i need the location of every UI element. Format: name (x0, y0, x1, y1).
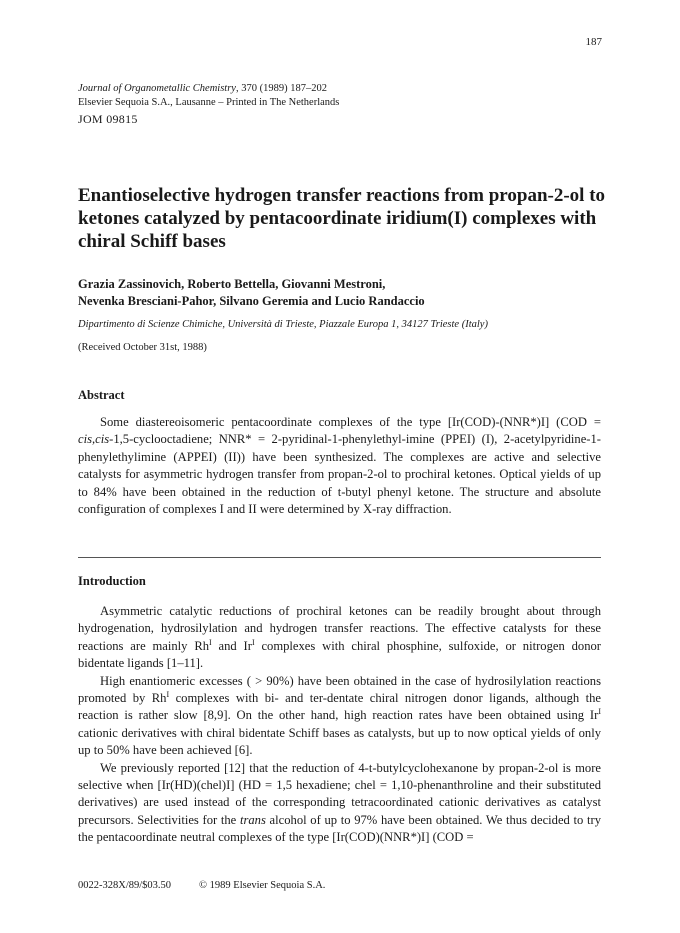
intro-paragraph-1: Asymmetric catalytic reductions of prochiral ketones can be readily brought about through hydrogenation, hydrosilylation and hydrogen transfer reactions. The effective catalysts for these reactions are mainly $Rh^I$ and $Ir^I$ complexes with chiral phosphine, sulfoxide, or nitrogen donor bidentate ligands [1–11]. (78, 604, 601, 671)
journal-volume: , 370 (1989) 187–202 (235, 83, 327, 94)
author-list (78, 276, 618, 310)
section-divider (78, 557, 601, 558)
copyright-notice: © 1989 Elsevier Sequoia S.A. (199, 880, 326, 891)
page-number: 187 (585, 36, 602, 48)
abstract-text (78, 414, 601, 518)
intro-paragraph-2: High enantiomeric excesses ( > 90%) have been obtained in the case of hydrosilylation reactions promoted by $Rh^I$ complexes with bi- and ter-dentate chiral nitrogen donor ligands, although the reaction is rather slow [8,9]. On the other hand, high reaction rates have been obtained using $Ir^I$ cationic derivatives with chiral bidentate Schiff bases as catalysts, but up to now optical yields of only up to 50% have been achieved [6]. (78, 673, 602, 758)
article-title: Enantioselective hydrogen transfer reactions from propan-2-ol to ketones catalyzed by pentacoordinate iridium(I) complexes with chiral Schiff bases (78, 185, 606, 252)
introduction-heading: Introduction (78, 574, 146, 588)
footer (78, 880, 353, 891)
affiliation: Dipartimento di Scienze Chimiche, Università di Trieste, Piazzale Europa 1, 34127 Trieste (Italy) (78, 319, 488, 330)
abstract-paragraph: Some diastereoisomeric pentacoordinate complexes of the type [Ir(COD)-(NNR*)I] (COD = cis,cis-1,5-cyclooctadiene; NNR* = 2-pyridinal-1-phenylethyl-imine (PPEI) (I), 2-acetylpyridine-1-phenylethylimine (APPEI) (II)) have been synthesized. The complexes are active and selective catalysts for asymmetric hydrogen transfer from propan-2-ol to prochiral ketones. Optical yields of up to 84% have been obtained in the reduction of t-butyl phenyl ketone. The structure and absolute configuration of complexes I and II were determined by X-ray diffraction. (78, 415, 601, 517)
received-date: (Received October 31st, 1988) (78, 342, 207, 353)
publisher-line: Elsevier Sequoia S.A., Lausanne – Printed in The Netherlands (78, 97, 340, 108)
author-line-2: Nevenka Bresciani-Pahor, Silvano Geremia and Lucio Randaccio (78, 294, 425, 308)
intro-paragraph-3: We previously reported [12] that the reduction of 4-t-butylcyclohexanone by propan-2-ol is more selective when [Ir(HD)(chel)I] (HD = 1,5 hexadiene; chel = 1,10-phenanthroline and their substituted derivatives) are used instead of the corresponding tetracoordinated cationic derivatives as catalyst precursors. Selectivities for the trans alcohol of up to 97% have been obtained. We thus decided to try the pentacoordinate neutral complexes of the type [Ir(COD)(NNR*)I] (COD = (78, 760, 601, 845)
abstract-heading: Abstract (78, 388, 125, 402)
journal-name: Journal of Organometallic Chemistry (78, 83, 236, 94)
introduction-text (78, 603, 601, 847)
journal-header (78, 82, 339, 126)
issn-code: 0022-328X/89/$03.50 (78, 880, 172, 891)
journal-citation (78, 82, 339, 96)
jom-code: JOM 09815 (78, 112, 138, 126)
author-line-1: Grazia Zassinovich, Roberto Bettella, Giovanni Mestroni, (78, 277, 386, 291)
